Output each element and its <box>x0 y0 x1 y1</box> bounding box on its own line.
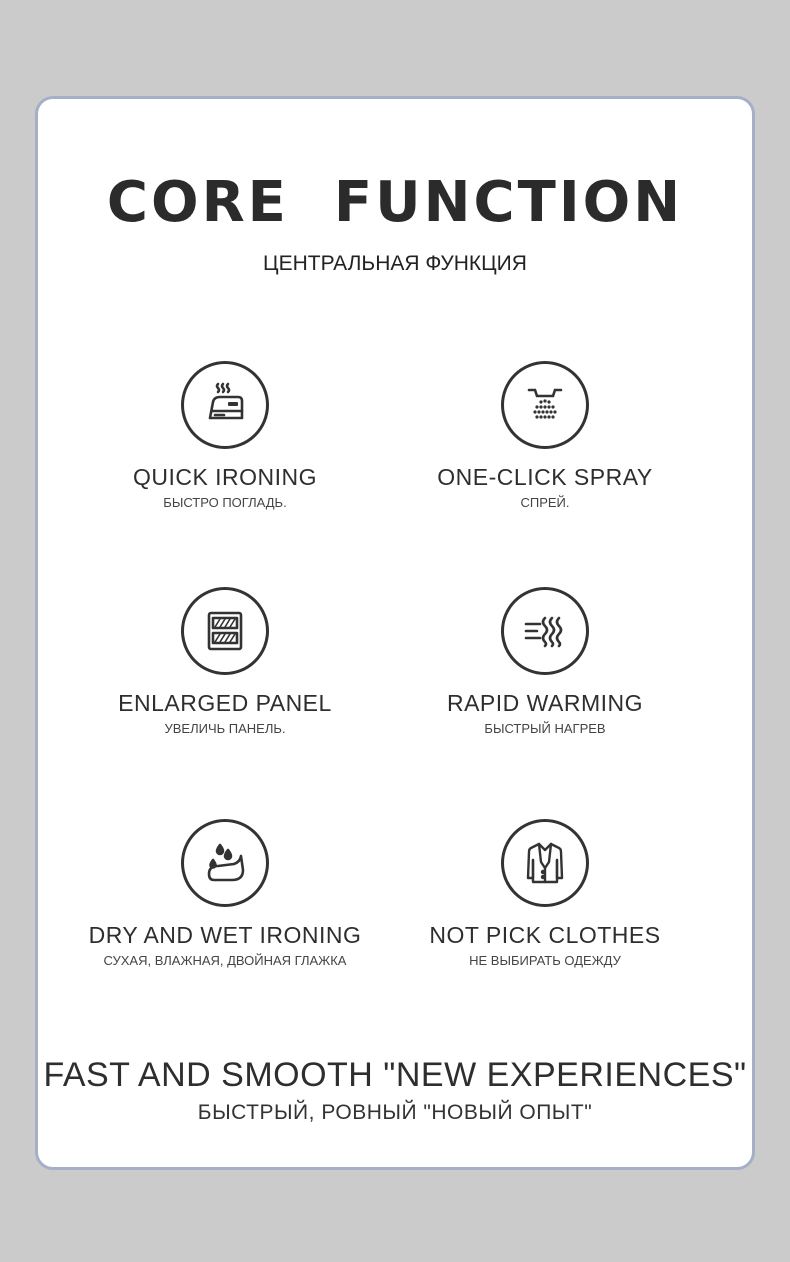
water-drops-icon <box>200 838 250 888</box>
page-subtitle: ЦЕНТРАЛЬНАЯ ФУНКЦИЯ <box>263 252 527 275</box>
jacket-icon <box>520 838 570 888</box>
feature-title: ENLARGED PANEL <box>118 690 332 716</box>
feature-enlarged-panel <box>60 587 390 737</box>
feature-icon-circle <box>501 587 589 675</box>
feature-rapid-warming <box>380 587 710 737</box>
feature-subtitle: УВЕЛИЧЬ ПАНЕЛЬ. <box>164 721 286 736</box>
feature-subtitle: БЫСТРЫЙ НАГРЕВ <box>484 721 606 736</box>
spray-icon <box>520 380 570 430</box>
core-function-card <box>35 96 755 1170</box>
footer-headline: FAST AND SMOOTH "NEW EXPERIENCES" <box>43 1056 747 1094</box>
panel-icon <box>200 606 250 656</box>
feature-subtitle: НЕ ВЫБИРАТЬ ОДЕЖДУ <box>469 953 621 968</box>
feature-icon-circle <box>501 819 589 907</box>
iron-icon <box>200 380 250 430</box>
feature-one-click-spray <box>380 361 710 511</box>
page-title: CORE FUNCTION <box>106 170 684 235</box>
feature-subtitle: БЫСТРО ПОГЛАДЬ. <box>163 495 287 510</box>
feature-quick-ironing <box>60 361 390 511</box>
feature-not-pick-clothes <box>380 819 710 969</box>
feature-subtitle: СУХАЯ, ВЛАЖНАЯ, ДВОЙНАЯ ГЛАЖКА <box>103 953 347 968</box>
feature-title: NOT PICK CLOTHES <box>429 922 661 948</box>
heat-icon <box>520 606 570 656</box>
footer-subline: БЫСТРЫЙ, РОВНЫЙ "НОВЫЙ ОПЫТ" <box>197 1101 593 1124</box>
feature-icon-circle <box>181 587 269 675</box>
feature-icon-circle <box>181 819 269 907</box>
feature-title: RAPID WARMING <box>446 690 644 716</box>
feature-title: QUICK IRONING <box>132 464 318 490</box>
feature-title: DRY AND WET IRONING <box>88 922 362 948</box>
feature-title: ONE-CLICK SPRAY <box>437 464 653 490</box>
feature-subtitle: СПРЕЙ. <box>520 495 570 510</box>
feature-dry-wet-ironing <box>60 819 390 969</box>
feature-icon-circle <box>181 361 269 449</box>
feature-icon-circle <box>501 361 589 449</box>
